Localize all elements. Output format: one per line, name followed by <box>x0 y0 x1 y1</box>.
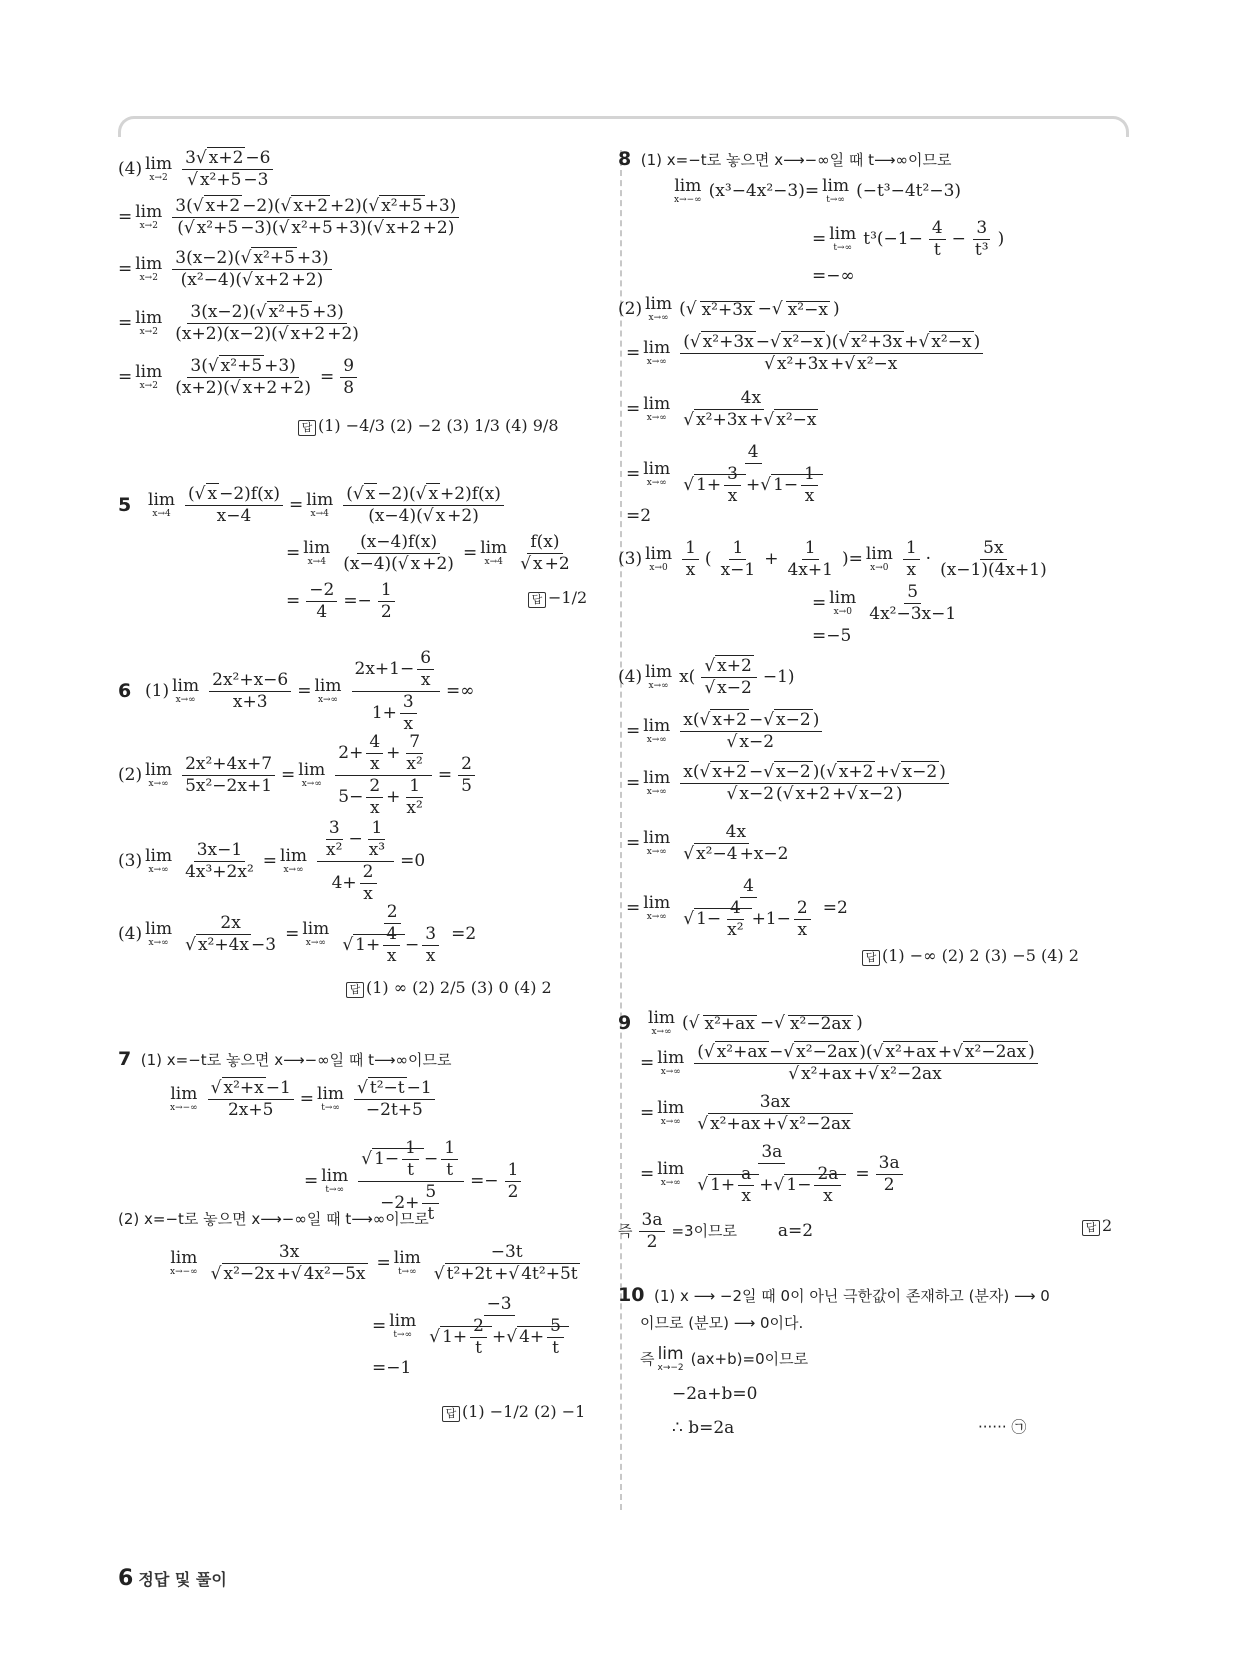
problem-8-line-8: = lim x→∞ 4 √ 1+ $\frac{3}{x}$ +√ 1− $\frac{1}{x}$ <box>626 444 829 505</box>
problem-10-line-4: −2a+b=0 <box>672 1384 758 1404</box>
problem-8-line-4: =−∞ <box>812 266 855 286</box>
answer-icon: 답 <box>442 1406 460 1422</box>
problem-10-line-1: 10 (1) x ⟶ −2일 때 0이 아닌 극한값이 존재하고 (분자) ⟶ 0 <box>618 1284 1050 1306</box>
page-number: 6 <box>118 1566 134 1591</box>
problem-5-answer: 답 −1/2 <box>528 590 587 608</box>
problem-8-line-12: =−5 <box>812 626 852 646</box>
problem-4-line-1: (4) lim x→2 3√ x+2 −6 √ x²+5 −3 <box>118 150 276 189</box>
answer-icon: 답 <box>346 982 364 998</box>
problem-4-line-3: = lim x→2 $\frac{\text{3(x−2)(√ x²+5 +3)}}{\text{(x²−4)(√ x+2 +2)}}$ <box>118 250 335 289</box>
answer-icon: 답 <box>1082 1220 1100 1236</box>
problem-7-line-2: lim x→−∞ $\frac{\text{√ x²+x −1}}{2x+5}$ = lim t→∞ $\frac{\text{√ t²−t −1}}{-2t+5}$ <box>170 1080 438 1119</box>
problem-9-line-3: = lim x→∞ $\frac{3ax}{\text{√ x²+ax +√ x²−2ax}}$ <box>640 1092 851 1134</box>
answer-icon: 답 <box>298 420 316 436</box>
problem-7-line-5: lim x→−∞ $\frac{3x}{\text{√ x²−2x +√ 4x²−5x}}$ = lim t→∞ $\frac{-3t}{\text{√ t²+2t +√ 4t²+5t}}$ <box>170 1242 578 1284</box>
problem-8-answer: 답 (1) −∞ (2) 2 (3) −5 (4) 2 <box>862 948 1079 966</box>
problem-8-line-2: lim x→−∞ (x³−4x²−3)= lim t→∞ (−t³−4t²−3) <box>674 176 962 205</box>
problem-8-line-11: = lim x→0 $\frac{5}{\text{4x²−3x−1}}$ <box>812 582 957 624</box>
problem-8-line-15: = lim x→∞ $\frac{x(√ x+2 -√ x-2 )(√ x+2 +√ x-2 )}{√ x-2 (√ x+2 +√ x-2 )}$ <box>626 764 952 803</box>
top-border <box>118 116 1129 137</box>
problem-8-line-17: = lim x→∞ 4 √ 1− $\frac{4}{\text{x²}}$ +1− $\frac{2}{x}$ =2 <box>626 876 848 940</box>
problem-9-answer: 답 2 <box>1082 1218 1112 1236</box>
problem-8-line-6: = lim x→∞ $\frac{\text{(√ x²+3x −√ x²−x )(√ x²+3x +√ x²−x )}}{\text{√ x²+3x +√ x²−x}}$ <box>626 334 986 373</box>
page-footer <box>118 1566 227 1591</box>
problem-7-answer: 답 (1) −1/2 (2) −1 <box>442 1404 585 1422</box>
problem-8-line-9: =2 <box>626 506 652 526</box>
problem-8-line-13: (4) lim x→∞ x( $\frac{√ x+2}{√ x-2}$ −1) <box>618 656 795 698</box>
problem-6-line-1: 6 (1) lim x→∞ $\frac{\text{2x²+x−6}}{x+3}$ = lim x→∞ 2x+1− $\frac{6}{x}$ 1+ $\frac{3}{x}$ =∞ <box>118 648 475 734</box>
problem-9-line-5: 즉 $\frac{3a}{2}$ =3이므로 a=2 <box>618 1210 814 1252</box>
problem-5-line-1: 5 lim x→4 $\frac{(√ x -2)f(x)}{x-4}$ = lim x→4 $\frac{(√ x -2)(√ x +2)f(x)}{(x-4)(√ x +2)}$ <box>118 486 507 525</box>
problem-8-line-14: = lim x→∞ $\frac{x(√ x+2 -√ x-2 )}{√ x-2}$ <box>626 712 825 751</box>
problem-7-line-4: (2) x=−t로 놓으면 x⟶−∞일 때 t⟶∞이므로 <box>118 1210 429 1228</box>
problem-4-line-5: = lim x→2 $\frac{\text{3(√ x²+5 +3)}}{(x+2)(√ x+2 +2)}$ = $\frac{9}{8}$ <box>118 358 360 397</box>
problem-6-answer: 답 (1) ∞ (2) 2/5 (3) 0 (4) 2 <box>346 980 552 998</box>
answer-icon: 답 <box>862 950 880 966</box>
problem-10-line-3: 즉 lim x→−2 (ax+b)=0이므로 <box>640 1344 809 1373</box>
problem-7-line-7: =−1 <box>372 1358 412 1378</box>
problem-9-line-4: = lim x→∞ 3a √ 1+ $\frac{a}{x}$ +√ 1− $\frac{2a}{x}$ = $\frac{3a}{2}$ <box>640 1144 906 1205</box>
problem-6-line-2: (2) lim x→∞ $\frac{\text{2x²+4x+7}}{\text{5x²−2x+1}}$ = lim x→∞ 2+ $\frac{4}{x}$ + $\frac{7}{\text{x²}}$ 5− $\frac{2}{x}$ + $\frac{1}{\text{x²}}$ = $\frac{2}{5}$ <box>118 734 478 817</box>
problem-10-line-5: ∴ b=2a <box>672 1418 735 1438</box>
problem-9-line-1: 9 lim x→∞ (√ x²+ax −√ x²−2ax ) <box>618 1008 863 1037</box>
problem-8-line-1: 8 (1) x=−t로 놓으면 x⟶−∞일 때 t⟶∞이므로 <box>618 148 952 170</box>
problem-8-line-10: (3) lim x→0 $\frac{1}{x}$ ( $\frac{1}{x-1}$ + $\frac{1}{4x+1}$ )= lim x→0 $\frac{1}{x}$ · $\frac{5x}{(x-1)(4x+1)}$ <box>618 538 1047 580</box>
problem-5-line-2: = lim x→4 $\frac{(x-4)f(x)}{(x-4)(√ x +2)}$ = lim x→4 $\frac{f(x)}{√ x +2}$ <box>286 532 570 574</box>
problem-10-mark: ······ ㉠ <box>978 1418 1027 1436</box>
problem-8-line-3: = lim t→∞ t³(−1− $\frac{4}{t}$ − $\frac{3}{\text{t³}}$ ) <box>812 218 1005 260</box>
problem-9-line-2: = lim x→∞ $\frac{\text{(√ x²+ax −√ x²−2ax )(√ x²+ax +√ x²−2ax )}}{\text{√ x²+ax +√ x²−2ax}}$ <box>640 1044 1041 1083</box>
footer-title: 정답 및 풀이 <box>138 1570 227 1589</box>
problem-10-line-2: 이므로 (분모) ⟶ 0이다. <box>640 1314 804 1332</box>
problem-4-line-2: = lim x→2 $\frac{\text{3(√ x+2 −2)(√ x+2 +2)(√ x²+5 +3)}}{\text{(√ x²+5 −3)(√ x²+5 +3)(√ x+2 +2)}}$ <box>118 198 462 237</box>
problem-4-answer: 답 (1) −4/3 (2) −2 (3) 1/3 (4) 9/8 <box>298 418 559 436</box>
problem-8-line-7: = lim x→∞ $\frac{4x}{\text{√ x²+3x +√ x²−x}}$ <box>626 388 817 430</box>
column-divider <box>620 150 622 1510</box>
problem-6-line-3: (3) lim x→∞ $\frac{3x-1}{\text{4x³+2x²}}$ = lim x→∞ $\frac{3}{\text{x²}}$ − $\frac{1}{\text{x³}}$ 4+ $\frac{2}{x}$ =0 <box>118 818 426 904</box>
problem-8-line-5: (2) lim x→∞ (√ x²+3x −√ x²−x ) <box>618 294 840 323</box>
problem-4-line-4: = lim x→2 $\frac{\text{3(x−2)(√ x²+5 +3)}}{(x+2)(x-2)(√ x+2 +2)}$ <box>118 302 359 344</box>
answer-icon: 답 <box>528 592 546 608</box>
problem-7-line-3: = lim t→∞ √ 1− $\frac{1}{t}$ − $\frac{1}{t}$ −2+ $\frac{5}{t}$ =− $\frac{1}{2}$ <box>304 1140 524 1223</box>
problem-7-line-6: = lim t→∞ −3 √ 1+ $\frac{2}{t}$ +√ 4+ $\frac{5}{t}$ <box>372 1296 575 1357</box>
problem-8-line-16: = lim x→∞ $\frac{4x}{\text{√ x²−4 +x−2}}$ <box>626 822 789 864</box>
problem-7-line-1: 7 (1) x=−t로 놓으면 x⟶−∞일 때 t⟶∞이므로 <box>118 1048 452 1070</box>
problem-5-line-3: = $\frac{-2}{4}$ =− $\frac{1}{2}$ <box>286 582 398 621</box>
problem-6-line-4: (4) lim x→∞ $\frac{2x}{\text{√ x²+4x −3}}$ = lim x→∞ 2 √ 1+ $\frac{4}{x}$ − $\frac{3}{x}$ =2 <box>118 902 477 966</box>
